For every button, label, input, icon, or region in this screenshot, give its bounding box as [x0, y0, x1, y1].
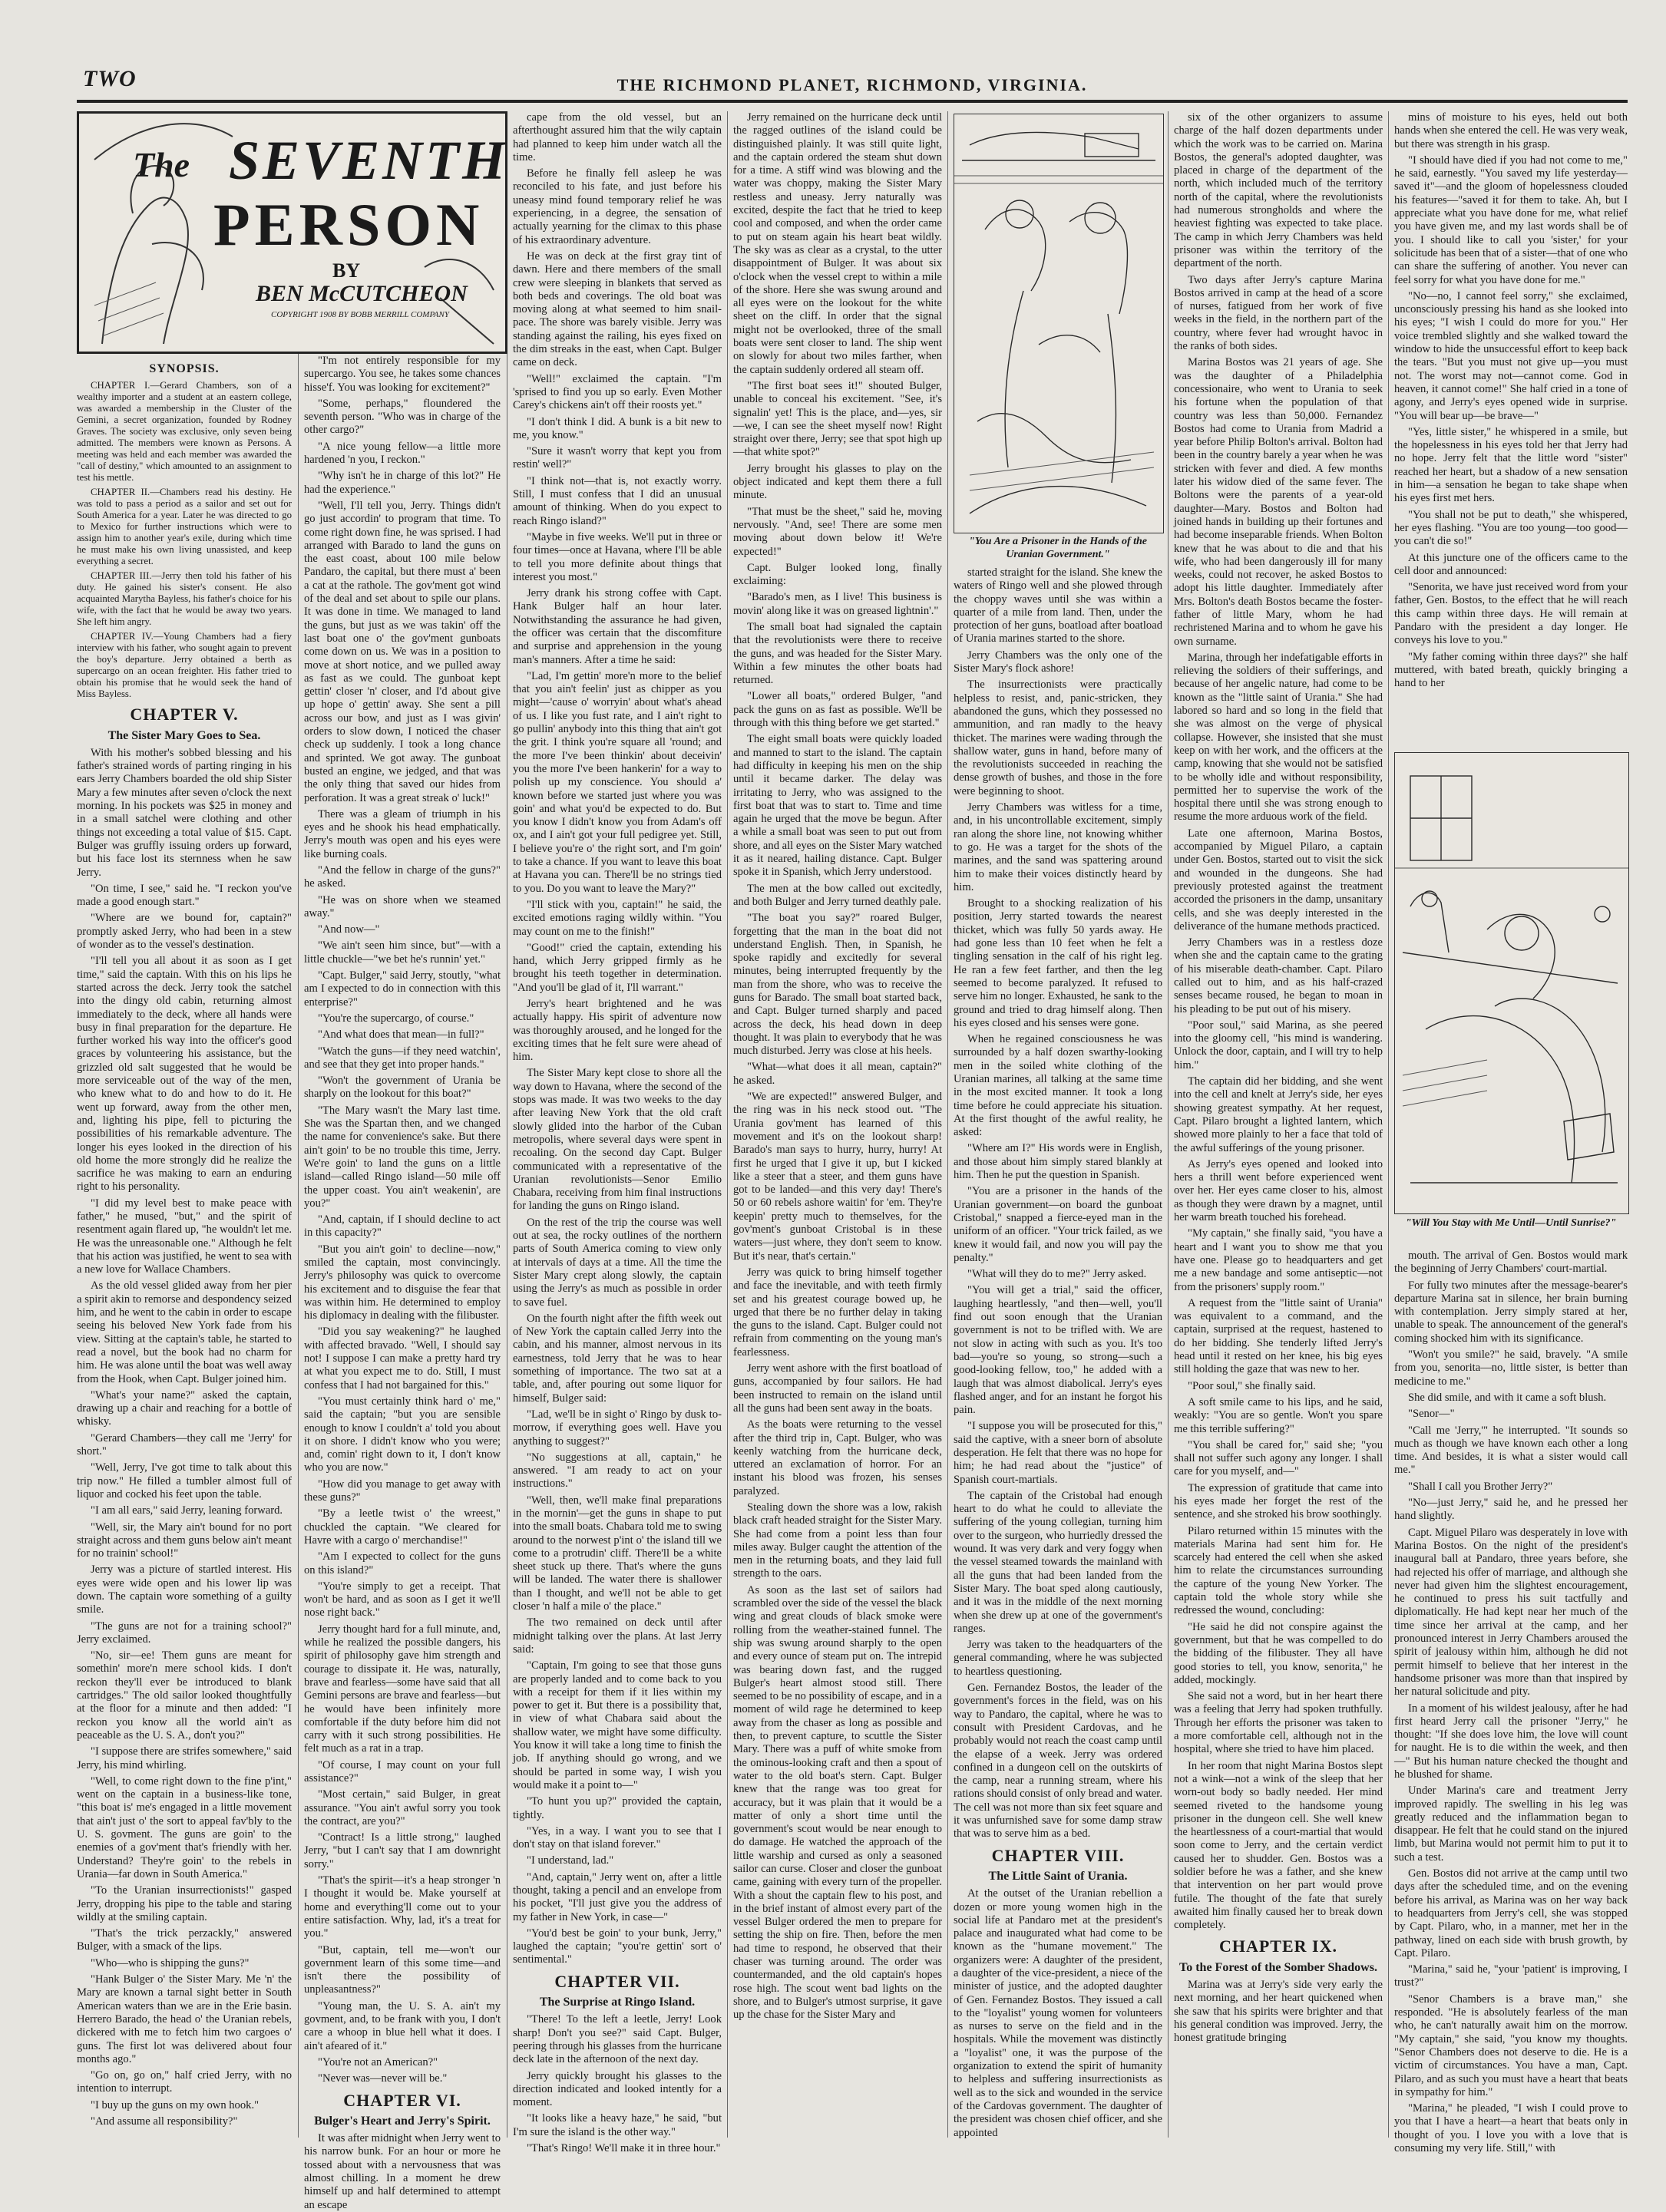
paragraph: "I understand, lad." [527, 1854, 614, 1867]
paragraph: "Where are we bound for, captain?" promptly asked Jerry, who had been in a stew of wonder as to the vessel's destination. [77, 912, 292, 952]
paragraph: The eight small boats were quickly loaded and manned to start to the island. The captain had difficulty in keeping his men on the ship until it became darker. The delay was irritating to Jerry, who was assigned to the first boat that was to start to. Time and time again he urged that the move be begun. After a while a small boat was seen to put out from shore, and all eyes on the Sister Mary watched it as it neared, hailing distance. Capt. Bulger spoke it in Spanish, which Jerry understood. [733, 733, 942, 879]
paragraph: "Hank Bulger o' the Sister Mary. Me 'n' the Mary are known a tarnal sight better in South American waters than we are in the Erie basin. Herrero Barado, the head o' the Uranian rebels, dickered with me to fetch him two cargoes o' guns. The first lot was delivered about four months ago." [77, 1973, 292, 2065]
paragraph: "Where am I?" His words were in English, and those about him simply stared blankly at him. Then he put the question in Spanish. [954, 1142, 1162, 1182]
paragraph: "Why isn't he in charge of this lot?" He had the experience." [304, 470, 501, 496]
paragraph: "Well, sir, the Mary ain't bound for no port straight across and them guns below ain't meant for no trainin' school!" [77, 1520, 292, 1560]
paragraph: "Won't you smile?" he said, bravely. "A smile from you, senorita—no, little sister, is better than medicine to me." [1394, 1349, 1628, 1388]
column-rule [727, 111, 728, 2138]
paragraph: six of the other organizers to assume charge of the half dozen departments under which the work was to be carried on. Marina Bostos, the general's adopted daughter, was placed in charge of the department of the north, which included much of the territory north of the capital, where the revolutionists had numerous strongholds and where the heaviest fighting was expected to take place. The camp in which Jerry Chambers was held prisoner was within the territory of the department of the north. [1174, 111, 1383, 270]
paragraph: Before he finally fell asleep he was reconciled to his fate, and just before his uneasy mind found temporary relief he was experiencing, in a degree, the sensation of actually yearning for the climax to this phase of his extraordinary adventure. [513, 167, 722, 246]
paragraph: "Senor Chambers is a brave man," she responded. "He is absolutely fearless of the man who, he can't naturally await him on the morrow. "My captain," she said, "you know my thoughts. "Senor Chambers does not deserve to die. He is a victim of circumstances. You have a man, Capt. Pilaro, and as such you must have a heart that beats in sympathy for him." [1394, 1992, 1628, 2098]
column-4 [733, 111, 942, 2138]
paragraph: Marina, through her indefatigable efforts in relieving the soldiers of their sufferings, and because of her angelic nature, had come to be known as the "little saint of Urania." She had labored so hard and so long in the field that she was almost on the verge of physical collapse. However, she insisted that she must keep on with her work, and the officers at the camp, knowing that she would not be satisfied to be wholly idle and without responsibility, permitted her to supervise the work of the hospital there until she was strong enough to resume the more arduous work of the field. [1174, 651, 1383, 824]
paragraph: "Marina," he pleaded, "I wish I could prove to you that I have a heart—a heart that beats only in thought of you. I love you with a love that is consuming my very life. Still," with [1394, 2102, 1628, 2154]
paragraph: "You'd best be goin' to your bunk, Jerry," laughed the captain; "you're gettin' sort o' sentimental." [513, 1926, 722, 1966]
title-the: The [133, 145, 190, 184]
paragraph: The insurrectionists were practically helpless to resist, and, panic-stricken, they abandoned the guns, which they possessed no ammunition, and ran madly to the heavy thicket. The marines were wading through the shallow water, guns in hand, before many of the revolutionists succeeded in reaching the dense growth of bushes, and those in the fore were beginning to shoot. [954, 678, 1162, 797]
paragraph: "Some, perhaps," floundered the seventh person. "Who was in charge of the other cargo?" [304, 397, 501, 437]
paragraph: "Barado's men, as I live! This business is movin' along like it was on greased lightnin'." [733, 591, 942, 617]
paragraph: "You're not an American?" [318, 2055, 438, 2068]
paragraph: Jerry Chambers was witless for a time, and, in his uncontrollable excitement, simply ran along the shore line, not knowing whither to go. He was a target for the shots of the marines, and the sand was spattering around him to make their voices distinctly heard by him. [954, 801, 1162, 893]
chapter-subheading: The Little Saint of Urania. [988, 1869, 1128, 1883]
paragraph: "But, captain, tell me—won't our government learn of this some time—and isn't there the possibility of unpleasantness?" [304, 1943, 501, 1996]
paragraph: Capt. Bulger looked long, finally exclaiming: [733, 561, 942, 588]
paragraph: "The boat you say?" roared Bulger, forgetting that the man in the boat did not understand English. Then, in Spanish, he spoke rapidly and excitedly for several minutes, being interrupted frequently by the man from the shore, who was to receive the guns for Barado. The small boat started back, and Capt. Bulger turned sharply and paced across the deck, his head down in deep thought. It was plain to everybody that he was much disturbed. Jerry was close at his heels. [733, 912, 942, 1058]
paragraph: "Senorita, we have just received word from your father, Gen. Bostos, to the effect that he will reach this camp within three days. He will remain at Pandaro with the president a day longer. He conveys his love to you." [1394, 581, 1628, 647]
paragraph: mins of moisture to his eyes, held out both hands when she entered the cell. He was very weak, but there was strength in his grasp. [1394, 111, 1628, 150]
paragraph: "I am all ears," said Jerry, leaning forward. [91, 1504, 283, 1517]
article-body [304, 355, 501, 2086]
paragraph: Gen. Bostos did not arrive at the camp until two days after the scheduled time, and on the evening before his arrival, as Marina was on her way back to headquarters from Jerry's cell, she was stopped by Capt. Pilaro, who, in a manner, met her in the pathway, lined on each side with brush growth, by Capt. Pilaro. [1394, 1867, 1628, 1959]
paragraph: "Never was—never will be." [318, 2072, 448, 2085]
paragraph: "There! To the left a leetle, Jerry! Look sharp! Don't you see?" said Capt. Bulger, peering through his glasses from the hurricane deck late in the afternoon of the next day. [513, 2013, 722, 2066]
paragraph: "But you ain't goin' to decline—now," smiled the captain, most convincingly. Jerry's philosophy was quick to overcome his excitement and to disguise the fear that was within him. He determined to employ his diplomacy in dealing with the filibuster. [304, 1243, 501, 1322]
paragraph: "Lower all boats," ordered Bulger, "and pack the guns on as fast as possible. We'll be through with this thing before we get started." [733, 690, 942, 730]
paragraph: "Yes, in a way. I want you to see that I don't stay on that island forever." [513, 1824, 722, 1851]
prisoner-scene-drawing [954, 114, 1163, 533]
chapter-subheading: To the Forest of the Somber Shadows. [1179, 1960, 1377, 1974]
paragraph: "You shall be cared for," said she; "you shall not suffer such agony any longer. I shall care for you myself, and—" [1174, 1438, 1383, 1478]
paragraph: Brought to a shocking realization of his position, Jerry started towards the nearest thicket, which was fully 50 yards away. He had gone less than 10 feet when he felt a tingling sensation in the calf of his right leg. He ran a few feet farther, and then the leg seemed to become paralyzed. It refused to serve him no longer. Exhausted, he sank to the ground and tried to drag himself along. Then his eyes closed and his senses were gone. [954, 897, 1162, 1029]
paragraph: With his mother's sobbed blessing and his father's strained words of parting ringing in his ears Jerry Chambers boarded the old ship Sister Mary a few minutes after seven o'clock the next morning. In his pockets was $25 in money and in a small satchel were clothing and other things not exceeding a total value of $15. Capt. Bulger was gruffly issuing orders up forward, but his face lost its sternness when he saw Jerry. [77, 746, 292, 879]
paragraph: Gen. Fernandez Bostos, the leader of the government's forces in the field, was on his way to Pandaro, the capital, where he was to consult with President Cardovas, and he probably would not reach the coast camp until the elapse of a week. Jerry was ordered confined in a dungeon cell on the outskirts of the camp, near a running stream, where his rations should consist of only bread and water. The cell was not more than six feet square and it was unfurnished save for some damp straw that was to serve him as a bed. [954, 1682, 1162, 1841]
paragraph: "Lad, I'm gettin' more'n more to the belief that you ain't feelin' just as chipper as you might—'cause o' worryin' about what's ahead of us. I like you fust rate, and I ain't right to go pullin' anybody into this thing that ain't got the grit. I think you're square all 'round; and the more I've been thinkin' about deceivin' you the more I've been hankerin' for a way to polish up my conscience. You should a' known before we started just where you was goin' and what you'd be expected to do. But you know I didn't know you from Adam's off ox, and I ain't got your full pedigree yet. Still, I believe you're o' the right sort, and I'm goin' to take a chance. If you want to leave this boat at Havana you can. There'll be no strings tied to you. Do you want to leave the Mary?" [513, 669, 722, 895]
paragraph: As soon as the last set of sailors had scrambled over the side of the vessel the black wing and great clouds of black smoke were rolling from the weather-stained funnel. The ship was swung around sharply to the open and every ounce of steam put on. The intrepid was bearing down fast, and the rugged Bulger's heart almost stood still. There seemed to be no possibility of escape, and in a moment of wild rage he determined to keep away from the chaser as long as possible and then, to prevent capture, to scuttle the Sister Mary. There was a puff of white smoke from the ominous-looking craft and then a spout of water to the old boat's stern. Capt. Bulger knew that the range was too great for accuracy, but it was plain that it would be a matter of only a short time until the government's scout would be near enough to do damage. He watched the approach of the little warship and cursed as only a seasoned sailor can curse. Closer and closer the gunboat came, gaining with every turn of the propeller. With a shout the captain flew to his post, and in the brief instant of almost every part of the vessel Bulger ordered the men to prepare for setting the ship on fire. Then, before the men had time to respond, he observed that their chaser was turning around. The order was countermanded, and the old captain's hopes rose high. The scout went bad lights on the shore, and to Bulger's utmost surprise, it gave up the chase for the Sister Mary and [733, 1583, 942, 2022]
paragraph: "No, sir—ee! Them guns are meant for somethin' more'n mere school kids. I don't reckon they'll ever be introduced to blank cartridges." The old sailor looked thoughtfully at the floor for a minute and then added: "I reckon you know all the world ain't as peaceable as the U. S. A., don't you?" [77, 1649, 292, 1742]
paragraph: "The first boat sees it!" shouted Bulger, unable to conceal his excitement. "See, it's signalin' yet! This is the place, and—yes, sir—we, I can see the sheet myself now! Right straight over there, Jerry; see that spot high up—that white spot?" [733, 379, 942, 459]
paragraph: "That's the trick perzackly," answered Bulger, with a smack of the lips. [77, 1927, 292, 1953]
article-body [954, 566, 1162, 1841]
paragraph: "You are a prisoner in the hands of the Uranian government—on board the gunboat Cristobal," snapped a fierce-eyed man in the uniform of an officer. "Your trick failed, as we knew it would fail, and now you will pay the penalty." [954, 1185, 1162, 1264]
paragraph: When he regained consciousness he was surrounded by a half dozen swarthy-looking men in the soiled white clothing of the Uranian marines, all talking at the same time in the most excited manner. It took a long time before he could appreciate his situation. At the first thought of the awful reality, he asked: [954, 1033, 1162, 1139]
paragraph: "I'll stick with you, captain!" he said, the excited emotions raging wildly within. "You may count on me to the finish!" [513, 898, 722, 938]
synopsis-paragraph: CHAPTER II.—Chambers read his destiny. He was told to pass a period as a sailor and set out for South America for a year. Later he was directed to go to Mexico for further instructions which were to assign him to another year's exile, during which time he must make his own living unassisted, and keep everything a secret. [77, 487, 292, 567]
synopsis-heading: SYNOPSIS. [149, 362, 220, 375]
paragraph: "Poor soul," she finally said. [1188, 1379, 1316, 1392]
paragraph: "The guns are not for a training school?" Jerry exclaimed. [77, 1619, 292, 1646]
page-number: TWO [83, 66, 137, 91]
paragraph: mouth. The arrival of Gen. Bostos would mark the beginning of Jerry Chambers' court-martial. [1394, 1250, 1628, 1276]
paragraph: "It looks like a heavy haze," he said, "but I'm sure the island is the other way." [513, 2112, 722, 2138]
paragraph: "Contract! Is a little strong," laughed Jerry, "but I can't say that I am downright sorry." [304, 1831, 501, 1870]
paragraph: As the old vessel glided away from her pier a spirit akin to remorse and despondency seized him, and he went to the cabin in order to escape seeing his beloved New York fade from his view. Sitting at the captain's table, he started to read a novel, but the book had no charm for him. He was alone until the boat was well away from the Hook, when Capt. Bulger joined him. [77, 1279, 292, 1385]
paragraph: The men at the bow called out excitedly, and both Bulger and Jerry turned deathly pale. [733, 882, 942, 908]
byline-by: BY [332, 259, 361, 282]
paragraph: "How did you manage to get away with these guns?" [304, 1477, 501, 1504]
illustration-caption: "Will You Stay with Me Until—Until Sunrise?" [1405, 1217, 1617, 1229]
paragraph: On the rest of the trip the course was well out at sea, the rocky outlines of the northern parts of South America coming to view only at intervals of days at a time. All the time the Sister Mary crept along slowly, the captain using the Jerry's as much as possible in order to save fuel. [513, 1216, 722, 1309]
paragraph: "Well, to come right down to the fine p'int," went on the captain in a business-like tone, "this boat is' me's engaged in a little movement that ain't just o' the sort to appeal fav'bly to the U. S. govment. The guns are goin' to the enemies of a gov'ment that's friendly with her. Understand? They're goin' to the rebels in Urania—far down in South America." [77, 1775, 292, 1880]
paragraph: "Capt. Bulger," said Jerry, stoutly, "what am I expected to do in connection with this enterprise?" [304, 969, 501, 1009]
paragraph: The Sister Mary kept close to shore all the way down to Havana, where the second of the stops was made. It was two weeks to the day after leaving New York that the old craft slowly glided into the harbor of the Cuban metropolis, where several days were spent in recoaling. On the second day Capt. Bulger communicated with a representative of the Uranian revolutionists—Senor Emilio Chabara, receiving from him final instructions for landing the guns on Ringo island. [513, 1067, 722, 1213]
paragraph: "Who—who is shipping the guns?" [91, 1956, 250, 1969]
paragraph: "Lad, we'll be in sight o' Ringo by dusk to-morrow, if everything goes well. Have you anything to suggest?" [513, 1408, 722, 1448]
paragraph: "Maybe in five weeks. We'll put in three or four times—once at Havana, where I'll be able to tell you more definite about things that interest you most." [513, 530, 722, 583]
paragraph: She said not a word, but in her heart there was a feeling that Jerry had spoken truthfully. Through her efforts the prisoner was taken to a more comfortable cell, although not in the hospital, where she tried to have him placed. [1174, 1690, 1383, 1756]
paragraph: "Good!" cried the captain, extending his hand, which Jerry gripped firmly as he brought his teeth together in determination. "And you'll be glad of it, I'll warrant." [513, 941, 722, 994]
paragraph: Jerry Chambers was in a restless doze when she and the captain came to the grating of his miserable death-chamber. Capt. Pilaro called out to him, and as his half-crazed senses became roused, he began to moan in his pleading to be put out of his misery. [1174, 936, 1383, 1015]
paragraph: "The Mary wasn't the Mary last time. She was the Spartan then, and we changed the name for convenience's sake. But there ain't goin' to be no trouble this time, Jerry. We're goin' to land the guns on a little island—called Ringo island—50 mile off the upper coast. You ain't weakenin', are you?" [304, 1104, 501, 1210]
paragraph: "I think not—that is, not exactly worry. Still, I must confess that I did an unusual amount of thinking. When do you expect to reach Ringo island?" [513, 474, 722, 527]
illustration-prisoner [954, 114, 1164, 533]
paragraph: "I'm not entirely responsible for my supercargo. You see, he takes some chances hisse'f. You was looking for excitement?" [304, 355, 501, 394]
paragraph: "And now—" [318, 923, 380, 936]
paragraph: For fully two minutes after the message-bearer's departure Marina sat in silence, her brain burning with contemplation. Jerry simply stared at her, unable to speak. The announcement of the general's coming shocked him with its significance. [1394, 1279, 1628, 1345]
paragraph: "And, captain," Jerry went on, after a little thought, taking a pencil and an envelope from his pocket, "I'll just give you the address of my father in New York, in case—" [513, 1870, 722, 1923]
paragraph: She did smile, and with it came a soft blush. [1408, 1391, 1607, 1404]
paragraph: "I don't think I did. A bunk is a bit new to me, you know." [513, 415, 722, 441]
newspaper-name: THE RICHMOND PLANET, RICHMOND, VIRGINIA. [616, 75, 1088, 94]
paragraph: The captain did her bidding, and she went into the cell and knelt at Jerry's side, her eyes showing greatest sympathy. At her request, Capt. Pilaro brought a lighted lantern, which showed more plainly to her a face that told of the awful sufferings of the young prisoner. [1174, 1075, 1383, 1154]
paragraph: On the fourth night after the fifth week out of New York the captain called Jerry into the cabin, and his manner, almost nervous in its earnestness, told Jerry that he was to hear something of importance. The two sat at a table, and, after pouring out some liquor for himself, Bulger said: [513, 1312, 722, 1405]
paragraph: "Go on, go on," half cried Jerry, with no intention to interrupt. [77, 2069, 292, 2095]
paragraph: "No—just Jerry," said he, and he pressed her hand slightly. [1394, 1497, 1628, 1523]
paragraph: "And what does that mean—in full?" [318, 1028, 484, 1042]
paragraph: Under Marina's care and treatment Jerry improved rapidly. The swelling in his leg was greatly reduced and the inflammation began to disappear. He felt that he could stand on the injured limb, but Marina would not permit him to put it to such a test. [1394, 1784, 1628, 1864]
paragraph: "Sure it wasn't worry that kept you from restin' well?" [513, 445, 722, 471]
paragraph: "You must certainly think hard o' me," said the captain; "but you are sensible enough to know I couldn't a' told you about it on shore. I didn't know who you were; and, comin' right down to it, I don't know who you are now." [304, 1395, 501, 1474]
paragraph: "I suppose there are strifes somewhere," said Jerry, his mind whirling. [77, 1745, 292, 1771]
paragraph: "Yes, little sister," he whispered in a smile, but the hopelessness in his eyes told her that Jerry had no hope. Jerry felt that the little word "sister" reached her heart, but a shadow of a new sensation in him—a sensation he began to take shape when his eyes first met hers. [1394, 425, 1628, 505]
paragraph: "Shall I call you Brother Jerry?" [1408, 1480, 1553, 1493]
paragraph: Jerry thought hard for a full minute, and, while he realized the possible dangers, his spirit of philosophy gave him strength and courage to dissipate it. He was, naturally, brave and fearless—some have said that all Gemini persons are brave and fearless—but he would have been infinitely more comfortable if the duty before him did not carry with it such strong possibilities. He felt much as a rat in a trap. [304, 1623, 501, 1755]
chapter-subheading: Bulger's Heart and Jerry's Spirit. [314, 2114, 491, 2128]
paragraph: "No—no, I cannot feel sorry," she exclaimed, unconsciously pressing his hand as she looked into his eyes; "I wish I could do more for you." Her voice trembled slightly and she walked toward the window to hide the unsuccessful effort to keep back the tears. "But you must not give up—you must not. The worst may not—cannot come. God in heaven, it cannot come!" She half cried in a tone of agony, and Jerry's eyes opened wide in surprise. "You will bear up—be brave—" [1394, 289, 1628, 422]
column-rule [1388, 111, 1389, 2138]
paragraph: He was on deck at the first gray tint of dawn. Here and there members of the small crew were sleeping in blankets that served as both beds and coverings. The old boat was moving along at what seemed to him snail-pace. The shore was barely visible. Jerry was standing against the railing, his eyes fixed on the dim streaks in the east, when Capt. Bulger came on deck. [513, 249, 722, 369]
synopsis-paragraph: CHAPTER III.—Jerry then told his father of his duty. He gained his sister's consent. He also acquainted Marytha Bayless, his father's choice for his wife, with the fact that he would be away two years. She left him angry. [77, 570, 292, 628]
paragraph: "Am I expected to collect for the guns on this island?" [304, 1550, 501, 1576]
paragraph: As the boats were returning to the vessel after the third trip in, Capt. Bulger, who was keenly watching from the hurricane deck, uttered an exclamation of horror. For an instant his blood was frozen, his senses paralyzed. [733, 1418, 942, 1497]
article-body [513, 111, 722, 1967]
paragraph: "And, captain, if I should decline to act in this capacity?" [304, 1213, 501, 1240]
paragraph: It was after midnight when Jerry went to his narrow bunk. For an hour or more he tossed about with a nervousness that was almost chilling. In a moment he drew himself up and half determined to attempt an escape [304, 2132, 501, 2211]
chapter-heading: CHAPTER VIII. [991, 1845, 1125, 1865]
paragraph: "Well, Jerry, I've got time to talk about this trip now." He filled a tumbler almost full of liquor and cocked his feet upon the table. [77, 1461, 292, 1501]
paragraph: "That must be the sheet," said he, moving nervously. "And, see! There are some men moving about down below it! We're expected!" [733, 505, 942, 558]
title-seventh: SEVENTH [229, 130, 509, 191]
column-1 [77, 355, 292, 2138]
paragraph: Marina Bostos was 21 years of age. She was the daughter of a Philadelphia concessionaire, who went to Urania to seek his fortune when the population of that country was less than 50,000. Fernandez Bostos had come to Urania from Madrid a year before Philip Bolton's arrival. Bolton had been in the country barely a year when he was stricken with fever and died. A few months later his widow died of the same fever. The Boltons were the parents of a year-old daughter—Mary. Bostos and Bolton had joined hands in building up their fortunes and had become inseparable friends. When Bolton knew that he was about to die and that his wife, who had been dangerously ill for many weeks, could not recover, he asked Bostos to adopt his little daughter. Immediately after Mrs. Bolton's death Bostos became the foster-father of little Mary, whom he had rechristened Marina and to whom he gave his own surname. [1174, 356, 1383, 648]
paragraph: "And the fellow in charge of the guns?" he asked. [304, 863, 501, 890]
chapter-subheading: The Sister Mary Goes to Sea. [107, 728, 261, 742]
paragraph: At the outset of the Uranian rebellion a dozen or more young women high in the social life at Pandaro met at the president's palace and inaugurated what had come to be known as the "humane movement." The organizers were: A daughter of the president, a daughter of the vice-president, a niece of the minister of justice, and the adopted daughter of Gen. Fernandez Bostos. They issued a call to the "loyalist" young women for volunteers as nurses to serve on the field and in the hospitals. While the movement was distinctly a "loyalist" one, it was the purpose of the organization to extend the spirit of humanity to helpless and suffering insurrectionists as well as to the sick and wounded in the service of the Cardovas government. The daughter of the president was chosen chief officer, and she appointed [954, 1887, 1162, 2139]
illustration-sickbed [1394, 752, 1629, 1214]
paragraph: Two days after Jerry's capture Marina Bostos arrived in camp at the head of a score of nurses, fatigued from her work of five weeks in the field, in the northern part of the country, where fever had wrought havoc in the ranks of both sides. [1174, 273, 1383, 353]
paragraph: The small boat had signaled the captain that the revolutionists were there to receive the guns, and was headed for the Sister Mary. Within a few minutes the other boats had returned. [733, 620, 942, 687]
paragraph: "Well!" exclaimed the captain. "I'm 'sprised to find you up so early. Even Mother Carey's chickens ain't off their roosts yet." [513, 372, 722, 412]
paragraph: "He was on shore when we steamed away." [304, 893, 501, 919]
paragraph: The expression of gratitude that came into his eyes made her forget the rest of the sentence, and she stroked his brow soothingly. [1174, 1481, 1383, 1521]
paragraph: "Watch the guns—if they need watchin', and see that they get into proper hands." [304, 1045, 501, 1071]
paragraph: Jerry Chambers was the only one of the Sister Mary's flock ashore! [954, 649, 1162, 675]
paragraph: The two remained on deck until after midnight talking over the plans. At last Jerry said: [513, 1616, 722, 1656]
paragraph: "Of course, I may count on your full assistance?" [304, 1758, 501, 1784]
paragraph: "Call me 'Jerry,'" he interrupted. "It sounds so much as though we have known each other a long time. And besides, it is what a sister would call me." [1394, 1424, 1628, 1477]
column-6 [1174, 111, 1383, 2138]
paragraph: Jerry was quick to bring himself together and face the inevitable, and with teeth firmly set and his greatest courage bowed up, he urged that there be no further delay in taking the guns to the island. Capt. Bulger could not refrain from commenting on the young man's fearlessness. [733, 1266, 942, 1359]
column-7-top [1394, 111, 1628, 744]
paragraph: "I should have died if you had not come to me," he said, earnestly. "You saved my life yesterday—saved it"—and the gloom of hopelessness clouded his features—"saved it for them to take. Ah, but I appreciate what you have done for me, what relief you have given me, and my last words shall be of you. I should like to call you 'sister,' for your solicitude has been that of a sister—that of one who can share the suffering of another. You never can feel sorry for what you have done for me." [1394, 154, 1628, 286]
column-7-bottom [1394, 1250, 1628, 2154]
paragraph: "To the Uranian insurrectionists!" gasped Jerry, dropping his pipe to the table and staring wildly at the smiling captain. [77, 1884, 292, 1923]
chapter-heading: CHAPTER IX. [1218, 1936, 1337, 1956]
paragraph: "Won't the government of Urania be sharply on the lookout for this boat?" [304, 1075, 501, 1101]
paragraph: There was a gleam of triumph in his eyes and he shook his head emphatically. Jerry's mouth was open and his eyes were like burning coals. [304, 807, 501, 860]
paragraph: "Captain, I'm going to see that those guns are properly landed and to come back to you with a receipt for them if it lies within my power to get it. But there is a possibility that, in view of what Chabara said about the shallow water, we might have some difficulty. You know it will take a long time to finish the job. If anything should go wrong, and we should be parted in some way, I wish you would make it a point to—" [513, 1659, 722, 1791]
chapter-heading: CHAPTER VII. [554, 1971, 680, 1991]
paragraph: Jerry drank his strong coffee with Capt. Hank Bulger half an hour later. Notwithstanding the assurance he had given, the officer was certain that the discomfiture and surprise and apprehension in the young man's manners. After a time he said: [513, 587, 722, 666]
paragraph: Jerry remained on the hurricane deck until the ragged outlines of the island could be distinguished plainly. It was still quite light, and the captain ordered the steam shut down for a time. A stiff wind was blowing and the water was choppy, making the Sister Mary restless and uneasy. Jerry naturally was excited, despite the fact that he tried to keep cool and composed, and when the order came to put on steam again his heart beat wildly. The sky was as clear as a crystal, to the utter disappointment of Bulger. It was about six o'clock when the vessel crept to within a mile of the shore. Here she was swung around and all eyes were on the lookout for the white sheet on the cliff. In order that the signal might not be overlooked, three of the small boats were sent closer to land. The ship went on slowly for about two miles farther, when the captain suddenly ordered all steam off. [733, 111, 942, 376]
chapter-heading: CHAPTER VI. [343, 2090, 461, 2110]
paragraph: "I buy up the guns on my own hook." [91, 2098, 259, 2111]
paragraph: At this juncture one of the officers came to the cell door and announced: [1394, 551, 1628, 577]
paragraph: "You will get a trial," said the officer, laughing heartlessly, "and then—well, you'll find out soon enough that the Uranian government is not to be trifled with. We are not slow in acting with such as you. It's too bad—you're so young, so strong—such a good-looking fellow, too," he added with a laugh that was almost diabolical. Jerry's eyes flashed anger, and for an instant he forgot his pain. [954, 1284, 1162, 1417]
paragraph: As Jerry's eyes opened and looked into hers a thrill went before experienced went over her. Her eyes came closer to his, almost as though they were drawn by a magnet, until her warm breath touched his forehead. [1174, 1157, 1383, 1224]
chapter-subheading: The Surprise at Ringo Island. [539, 1996, 696, 2009]
byline-author: BEN McCUTCHEON [256, 281, 468, 306]
paragraph: Stealing down the shore was a low, rakish black craft headed straight for the Sister Mary. She had come from a point less than four miles away. Bulger caught the attention of the men in the returning boats, and they laid full strength to the oars. [733, 1501, 942, 1580]
paragraph: In a moment of his wildest jealousy, after he had first heard Jerry call the prisoner "Jerry," he thought: "If she does love him, the love will count for naught. He is to die within the week, and then—" But his human nature checked the thought and he blushed for shame. [1394, 1702, 1628, 1781]
paragraph: "What—what does it all mean, captain?" he asked. [733, 1061, 942, 1087]
sickbed-scene-drawing [1395, 753, 1628, 1213]
paragraph: "What's your name?" asked the captain, drawing up a chair and reaching for a bottle of whisky. [77, 1388, 292, 1428]
illustration-caption: "You Are a Prisoner in the Hands of the Uranian Government." [968, 536, 1148, 560]
synopsis-paragraph: CHAPTER I.—Gerard Chambers, son of a wealthy importer and a student at an eastern college, was awarded a membership in the Cluster of the Gemini, a secret organization, founded by Rodney Graves. The society was exclusive, only seven being admitted. The members were known as Persons. A meeting was held and each member was awarded the "call of destiny," which amounted to an assignment to test his mettle. [77, 380, 292, 484]
paragraph: Jerry quickly brought his glasses to the direction indicated and looked intently for a moment. [513, 2069, 722, 2109]
paragraph: Marina was at Jerry's side very early the next morning, and her heart quickened when she saw that his spirits were brighter and that his general condition was improved. Jerry, the honest gratitude bringing [1174, 1979, 1383, 2045]
paragraph: "I suppose you will be prosecuted for this," said the captive, with a sneer born of absolute desperation. He felt that there was no hope for him; he had read about the "justice" of Spanish court-martials. [954, 1420, 1162, 1486]
column-rule [298, 353, 299, 2138]
paragraph: "Well, I'll tell you, Jerry. Things didn't go just accordin' to program that time. To come right down fine, he was sprised. I had arranged with Barado to land the guns on the east coast, about 100 mile below Pandaro, the capital, but there must a' been a cat at the rathole. The gov'ment got wind of the deal and set about to spile our plans. It was done in time. We managed to land the guns, but just as we was takin' off the last boat one o' the gov'ment gunboats come down on us. We was in a position to move at short notice, and we pulled away as fast as we could. The gunboat kept gettin' closer 'n' closer, and I'd about give up hope o' gettin' away. She sent a pill across our bow, and just as I was givin' orders to slow down, I noticed the chaser check up suddenly. I took a long chance and sprinted. We got away. The gunboat busted an engine, we jedged, and that was the only thing that saved our hides from perforation. It was a great streak o' luck!" [304, 499, 501, 804]
paragraph: "I did my level best to make peace with father," he mused, "but," and the spirit of resentment again flared up, "he wouldn't let me. He was the unreasonable one." Although he felt that his action was justified, he went to sea with a new love for Wallace Chambers. [77, 1197, 292, 1276]
article-body [1174, 111, 1383, 1932]
paragraph: Jerry went ashore with the first boatload of guns, accompanied by four sailors. He had been instructed to remain on the island until all the guns had been sent away in the boats. [733, 1362, 942, 1415]
article-body [77, 747, 292, 2128]
paragraph: "What will they do to me?" Jerry asked. [967, 1268, 1147, 1281]
title-person: PERSON [213, 191, 484, 258]
paragraph: Jerry brought his glasses to play on the object indicated and kept them there a full minute. [733, 462, 942, 502]
paragraph: "To hunt you up?" provided the captain, tightly. [513, 1795, 722, 1821]
synopsis-text [77, 380, 292, 700]
paragraph: "Marina," said he, "your 'patient' is improving, I trust?" [1394, 1963, 1628, 1989]
paragraph: "You shall not be put to death," she whispered, her eyes flashing. "You are too young—too good—you can't die so!" [1394, 508, 1628, 548]
paragraph: "A nice young fellow—a little more hardened 'n you, I reckon." [304, 440, 501, 467]
column-5 [954, 566, 1162, 2138]
paragraph: Capt. Miguel Pilaro was desperately in love with Marina Bostos. On the night of the president's inaugural ball at Pandaro, three years before, she had rejected his offer of marriage, and although she never had given him the slightest encouragement, he continued to press his suit tactfully and diplomatically. He had kept near her much of the time since her arrival at the camp, and her pronounced interest in Jerry Chambers aroused the spirit of jealousy within him, although he did not permit himself to believe that her interest in the handsome prisoner was more than that inspired by her natural solicitude and pity. [1394, 1526, 1628, 1699]
paragraph: "I'll tell you all about it as soon as I get time," said the captain. With this on his lips he started across the deck. Jerry took the satchel into the dingy old cabin, returning almost immediately to the deck, where all hands were busy in final preparation for the departure. He further worked his way into the officer's good graces by volunteering his assistance, but the grizzled old salt suggested that he would be more serviceable out of the way of the men, who knew what to do and how to do it. He went up forward, away from the other men, and, lighting his pipe, fell to picturing the possibilities of his remarkable adventure. The longer his eyes looked in the direction of his old home the more strongly did he realize the sacrifice he was making to earn an enduring right to his personality. [77, 955, 292, 1193]
paragraph: "By a leetle twist o' the wreest," chuckled the captain. "We cleared for Havre with a cargo o' merchandise!" [304, 1507, 501, 1547]
paragraph: "Did you say weakening?" he laughed with affected bravado. "Well, I should say not! I suppose I can make a pretty hard try at what you expect me to do. Still, I must confess that I had not bargained for this." [304, 1326, 501, 1392]
synopsis-paragraph: CHAPTER IV.—Young Chambers had a fiery interview with his father, who sought again to prevent the boy's departure. Jerry obtained a berth as supercargo on an ocean freighter. His father tried to obtain his promise that he would seek the hand of Miss Bayless. [77, 631, 292, 700]
paragraph: Jerry was a picture of startled interest. His eyes were wide open and his lower lip was down. The captain wore something of a guilty smile. [77, 1563, 292, 1616]
column-rule [1168, 111, 1169, 2138]
column-3 [513, 111, 722, 2155]
paragraph: "He said he did not conspire against the government, but that he was compelled to do the bidding of the filibuster. They all have good stories to tell, you know, senorita," he added, mockingly. [1174, 1620, 1383, 1686]
paragraph: "Senor—" [1408, 1408, 1455, 1421]
paragraph: "Young man, the U. S. A. ain't my govment, and, to be frank with you, I don't care a whoop in blue hell what it does. I ain't afeared of it." [304, 1999, 501, 2052]
paragraph: "My captain," she finally said, "you have a heart and I want you to show me that you have one. Please go to headquarters and get me a new bandage and some antiseptic—not from the prisoners' supply room." [1174, 1227, 1383, 1293]
paragraph: Jerry was taken to the headquarters of the general commanding, where he was subjected to heartless questioning. [954, 1639, 1162, 1678]
paragraph: "And assume all responsibility?" [91, 2115, 238, 2128]
column-2 [304, 355, 501, 2211]
paragraph: "My father coming within three days?" she half muttered, with bated breath, quickly bringing a hand to her [1394, 650, 1628, 690]
paragraph: "No suggestions at all, captain," he answered. "I am ready to act on your instructions." [513, 1451, 722, 1491]
column-rule [947, 111, 948, 2138]
paragraph: "You're the supercargo, of course." [318, 1012, 474, 1025]
story-title-art [77, 111, 507, 354]
article-body [733, 111, 942, 2022]
paragraph: A soft smile came to his lips, and he said, weakly: "You are so gentle. Won't you spare me this terrible suffering?" [1174, 1395, 1383, 1435]
paragraph: Jerry's heart brightened and he was actually happy. His spirit of adventure now was thoroughly aroused, and he longed for the exciting times that he felt sure were ahead of him. [513, 998, 722, 1064]
paragraph: "On time, I see," said he. "I reckon you've made a good enough start." [77, 882, 292, 909]
paragraph: "We ain't seen him since, but"—with a little chuckle—"we bet he's runnin' yet." [304, 939, 501, 966]
chapter-heading: CHAPTER V. [130, 705, 239, 725]
paragraph: In her room that night Marina Bostos slept not a wink—not a wink of the sleep that her worn-out body so badly needed. Her mind seemed riveted to the handsome young prisoner in the dungeon cell. She well knew the heartlessness of a court-martial that would soon come to Jerry, and the certain verdict caused her to shudder. Gen. Bostos was a soldier before he was a father, and she knew that intervention on her part would prove futile. The thought of the fate that surely awaited him finally caused her to break down completely. [1174, 1759, 1383, 1932]
paragraph: "That's the spirit—it's a heap stronger 'n I thought it would be. Make yourself at home and everything'll come out to your entire satisfaction. Why, lad, it's a treat for you." [304, 1874, 501, 1940]
paragraph: "Gerard Chambers—they call me 'Jerry' for short." [77, 1431, 292, 1458]
paragraph: A request from the "little saint of Urania" was equivalent to a command, and the captain, surprised at the request, hastened to do her bidding. She tenderly lifted Jerry's head until it rested on her knee, his big eyes still holding the gaze that was new to her. [1174, 1296, 1383, 1376]
paragraph: "Well, then, we'll make final preparations in the mornin'—get the guns in shape to put into the small boats. Chabara told me to swing around to the norwest p'int o' the island till we come to a protrudin' cliff. There'll be a white sheet stuck up there. That's where the guns will be landed. The water there is shallower than I thought, and we'll not be able to get closer 'n half a mile o' the place." [513, 1494, 722, 1613]
paragraph: cape from the old vessel, but an afterthought assured him that the wily captain had planned to keep him under watch all the time. [513, 111, 722, 163]
paragraph: "You're simply to get a receipt. That won't be hard, and as soon as I get it we'll nose right back." [304, 1580, 501, 1619]
paragraph: The captain of the Cristobal had enough heart to do what he could to alleviate the suffering of the young collegian, turning him over to the surgeon, who hurriedly dressed the wound. It was very dark and very foggy when the vessel steamed towards the mainland with all the guns that had been landed from the Sister Mary. The boat sped along cautiously, and it was in the middle of the next morning when she drew up at one of the government's ranges. [954, 1489, 1162, 1635]
copyright-line: COPYRIGHT 1908 BY BOBB MERRILL COMPANY [271, 310, 449, 319]
paragraph: Pilaro returned within 15 minutes with the materials Marina had sent him for. He scarcely had entered the cell when she asked him to relate the circumstances surrounding the capture of the young New Yorker. The captain told the whole story while she redressed the wound, concluding: [1174, 1524, 1383, 1617]
paragraph: started straight for the island. She knew the waters of Ringo well and she plowed through the choppy waves until she was within a quarter of a mile from land. Then, under the protection of her guns, boatload after boatload of Urania marines started to the shore. [954, 566, 1162, 645]
paragraph: "Poor soul," said Marina, as she peered into the gloomy cell, "his mind is wandering. Unlock the door, captain, and I will try to help him." [1174, 1019, 1383, 1071]
paragraph: Late one afternoon, Marina Bostos, accompanied by Miguel Pilaro, a captain under Gen. Bostos, started out to visit the sick and wounded in the dungeons. She had previously protested against the treatment accorded the prisoners in the damp, unsanitary cells, and she was deeply interested in the deliverance of the humane methods practiced. [1174, 827, 1383, 933]
paragraph: "Most certain," said Bulger, in great assurance. "You ain't awful sorry you took the contract, are you?" [304, 1788, 501, 1827]
paragraph: "We are expected!" answered Bulger, and the ring was in his neck stood out. "The Urania gov'ment has learned of this movement and it's on the lookout sharp! Barado's man says to hurry, hurry, hurry! At first he urged that I give it up, but I kicked like a steer that a steer, and them guns have got to be landed—and this very day! There's 50 or 60 rebels ashore waitin' for 'em. They're keepin' pretty much to themselves, for the gov'ment's gunboat Cristobal is in these waters—just where, they don't seem to know. But it's near, that's certain." [733, 1091, 942, 1263]
masthead [77, 61, 1628, 103]
paragraph: "That's Ringo! We'll make it in three hour." [527, 2142, 721, 2155]
